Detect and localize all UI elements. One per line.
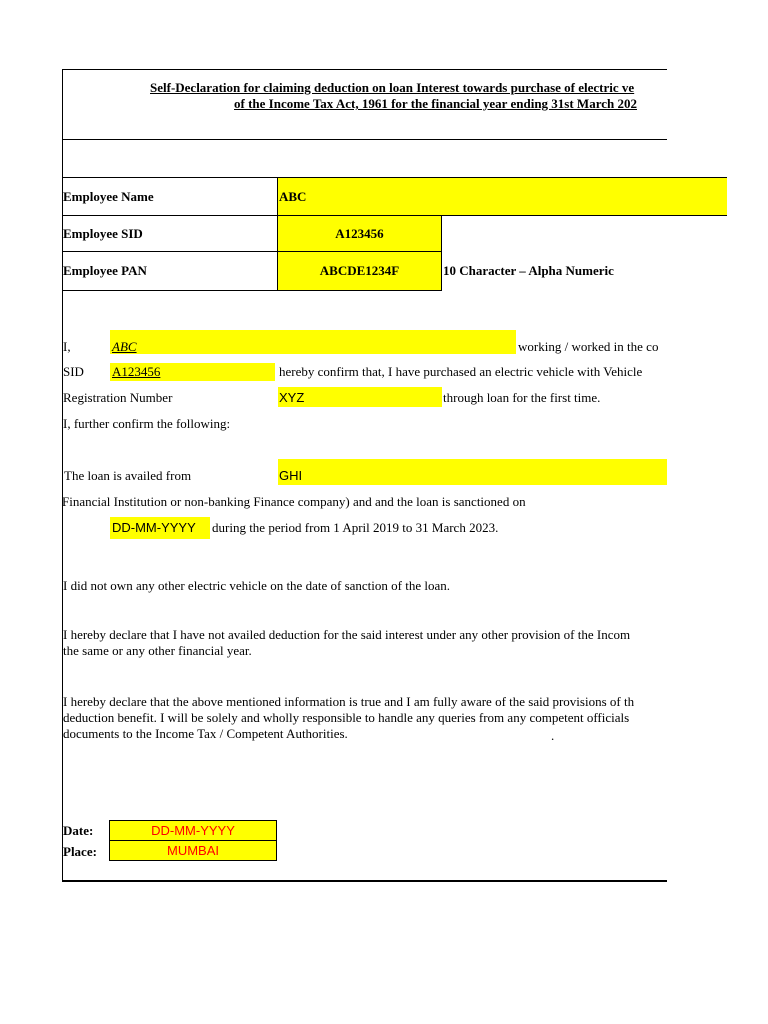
loan-sanction-text: Financial Institution or non-banking Finance company) and and the loan is sanctioned on (62, 494, 526, 509)
declarant-sid-value[interactable]: A123456 (112, 364, 161, 379)
true-declaration-line-1: I hereby declare that the above mentioned information is true and I am fully aware of the said provisions of th (63, 694, 635, 709)
no-other-vehicle-text: I did not own any other electric vehicle on the date of sanction of the loan. (63, 578, 450, 593)
declarant-name-highlight (110, 330, 516, 354)
stray-dot: . (551, 728, 555, 743)
loan-source-label: The loan is availed from (64, 468, 192, 483)
date-label: Date: (63, 823, 94, 838)
registration-value[interactable]: XYZ (279, 390, 305, 405)
sanction-period-text: during the period from 1 April 2019 to 31 March 2023. (212, 520, 499, 535)
loan-source-highlight (278, 459, 667, 485)
employee-sid-value[interactable]: A123456 (335, 226, 384, 241)
employee-pan-label: Employee PAN (63, 263, 147, 278)
date-value[interactable]: DD-MM-YYYY (151, 823, 235, 838)
employee-pan-note: 10 Character – Alpha Numeric (443, 263, 614, 278)
loan-source-value[interactable]: GHI (279, 468, 303, 483)
place-value[interactable]: MUMBAI (167, 843, 219, 858)
no-deduction-line-2: the same or any other financial year. (63, 643, 252, 658)
declarant-name-value[interactable]: ABC (112, 339, 137, 354)
registration-suffix: through loan for the first time. (443, 390, 601, 405)
no-deduction-line-1: I hereby declare that I have not availed deduction for the said interest under any other provision of the Incom (63, 627, 631, 642)
registration-label: Registration Number (63, 390, 173, 405)
employee-name-label: Employee Name (63, 189, 154, 204)
declarant-working-text: working / worked in the co (518, 339, 659, 354)
place-label: Place: (63, 844, 97, 859)
declarant-sid-label: SID (63, 364, 84, 379)
employee-name-value[interactable]: ABC (279, 189, 307, 204)
true-declaration-line-2: deduction benefit. I will be solely and wholly responsible to handle any queries from any competent officials (63, 710, 630, 725)
declarant-i-label: I, (63, 339, 71, 354)
employee-sid-label: Employee SID (63, 226, 143, 241)
employee-pan-value[interactable]: ABCDE1234F (319, 263, 400, 278)
title-line-2: of the Income Tax Act, 1961 for the financial year ending 31st March 202 (234, 96, 637, 111)
further-confirm-text: I, further confirm the following: (63, 416, 231, 431)
title-line-1: Self-Declaration for claiming deduction on loan Interest towards purchase of electric ve (150, 80, 635, 95)
sanction-date-value[interactable]: DD-MM-YYYY (112, 520, 196, 535)
declarant-confirm-text: hereby confirm that, I have purchased an electric vehicle with Vehicle (279, 364, 643, 379)
form-body (62, 0, 667, 1024)
true-declaration-line-3: documents to the Income Tax / Competent Authorities. (63, 726, 348, 741)
